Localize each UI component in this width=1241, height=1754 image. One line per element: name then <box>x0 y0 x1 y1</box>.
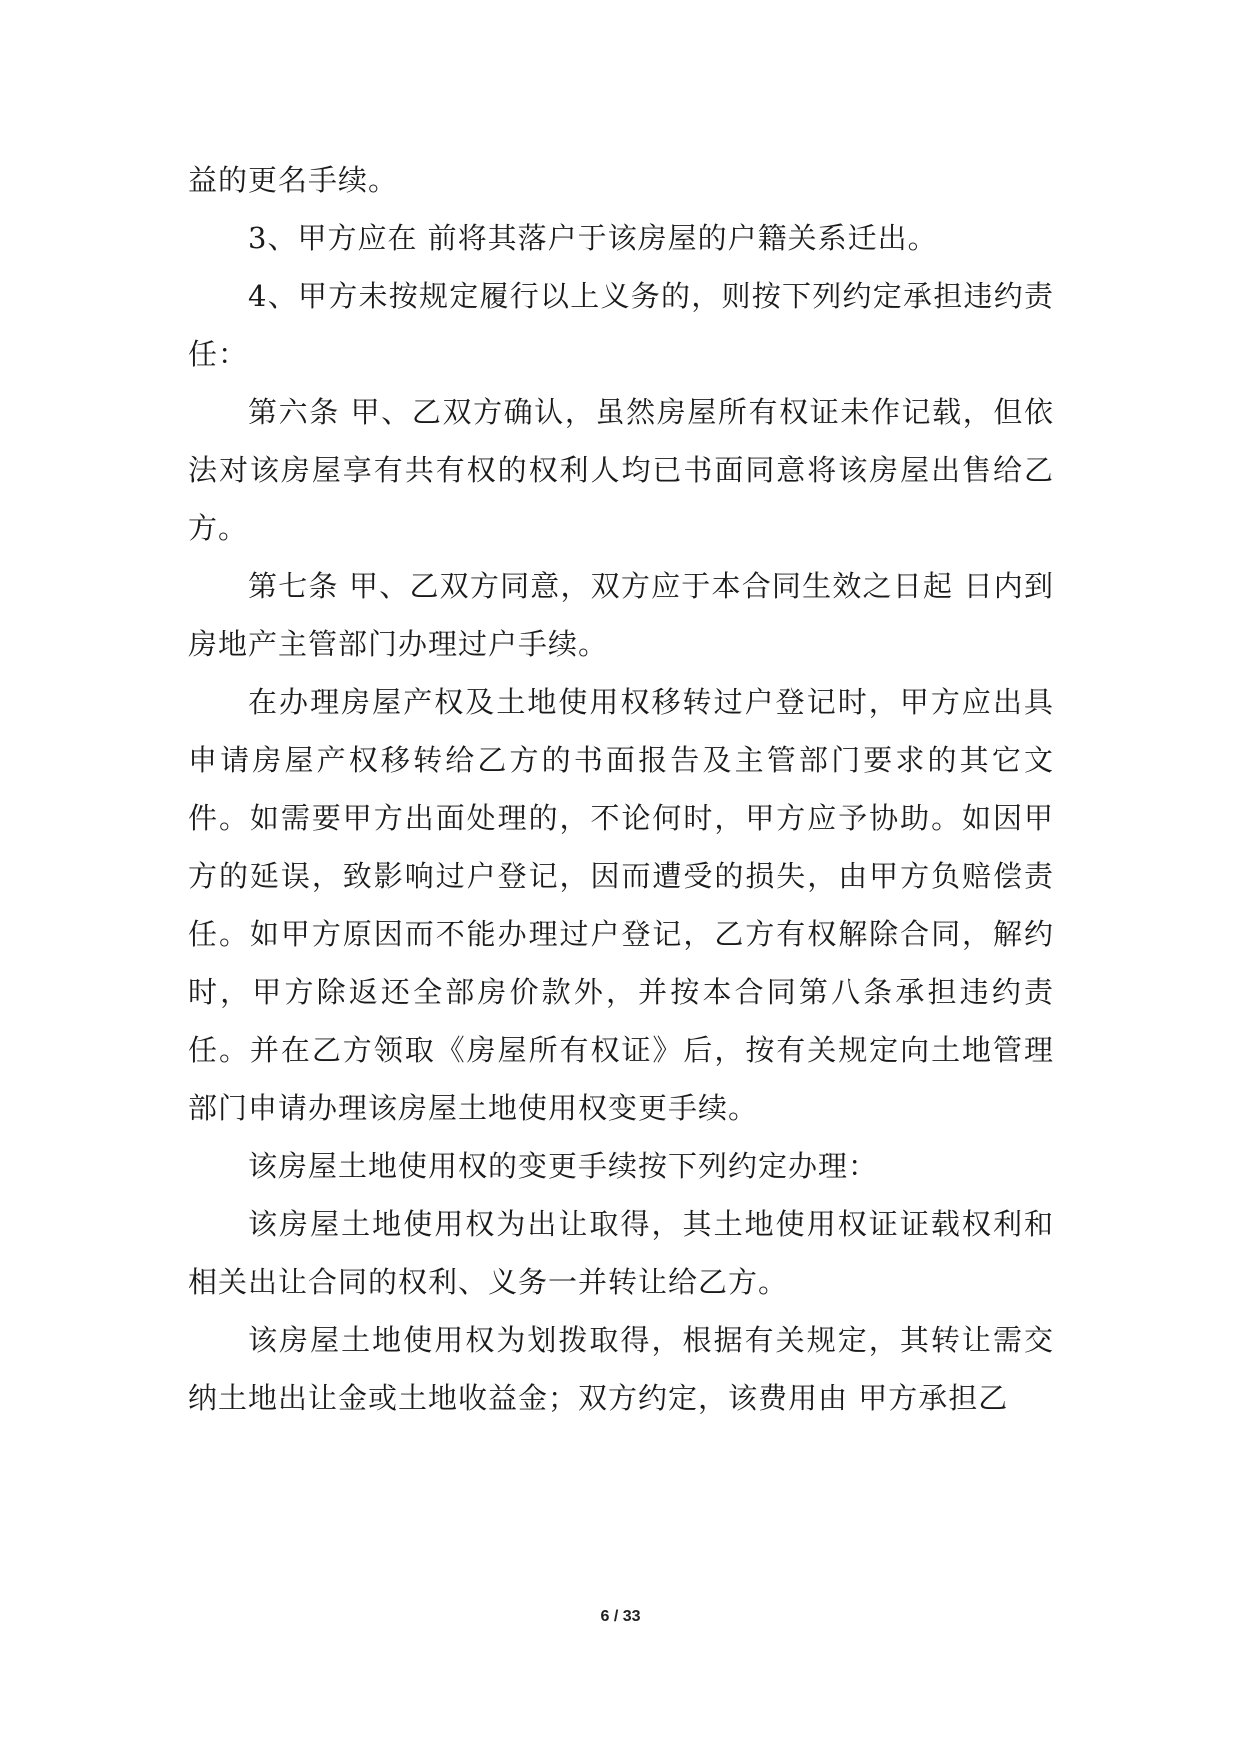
paragraph-9: 该房屋土地使用权为划拨取得，根据有关规定，其转让需交纳土地出让金或土地收益金；双方约定，该费用由 甲方承担乙 <box>188 1323 1054 1415</box>
paragraph-6: 在办理房屋产权及土地使用权移转过户登记时，甲方应出具申请房屋产权移转给乙方的书面报告及主管部门要求的其它文件。如需要甲方出面处理的，不论何时，甲方应予协助。如因甲方的延误，致影响过户登记，因而遭受的损失，由甲方负赔偿责任。如甲方原因而不能办理过户登记，乙方有权解除合同，解约时，甲方除返还全部房价款外，并按本合同第八条承担违约责任。并在乙方领取《房屋所有权证》后，按有关规定向土地管理部门申请办理该房屋土地使用权变更手续。 <box>188 685 1054 1125</box>
paragraph-1: 益的更名手续。 <box>188 163 399 197</box>
page-number: 6 / 33 <box>600 1608 641 1625</box>
paragraph-5: 第七条 甲、乙双方同意，双方应于本合同生效之日起 日内到房地产主管部门办理过户手续。 <box>188 569 1054 661</box>
paragraph-3: 4、甲方未按规定履行以上义务的，则按下列约定承担违约责任： <box>188 279 1054 371</box>
paragraph-7: 该房屋土地使用权的变更手续按下列约定办理： <box>248 1149 879 1183</box>
paragraph-8: 该房屋土地使用权为出让取得，其土地使用权证证载权利和相关出让合同的权利、义务一并转让给乙方。 <box>188 1207 1054 1299</box>
paragraph-4: 第六条 甲、乙双方确认，虽然房屋所有权证未作记载，但依法对该房屋享有共有权的权利人均已书面同意将该房屋出售给乙方。 <box>188 395 1054 545</box>
document-body <box>188 151 1054 1427</box>
paragraph-2: 3、甲方应在 前将其落户于该房屋的户籍关系迁出。 <box>248 221 938 255</box>
